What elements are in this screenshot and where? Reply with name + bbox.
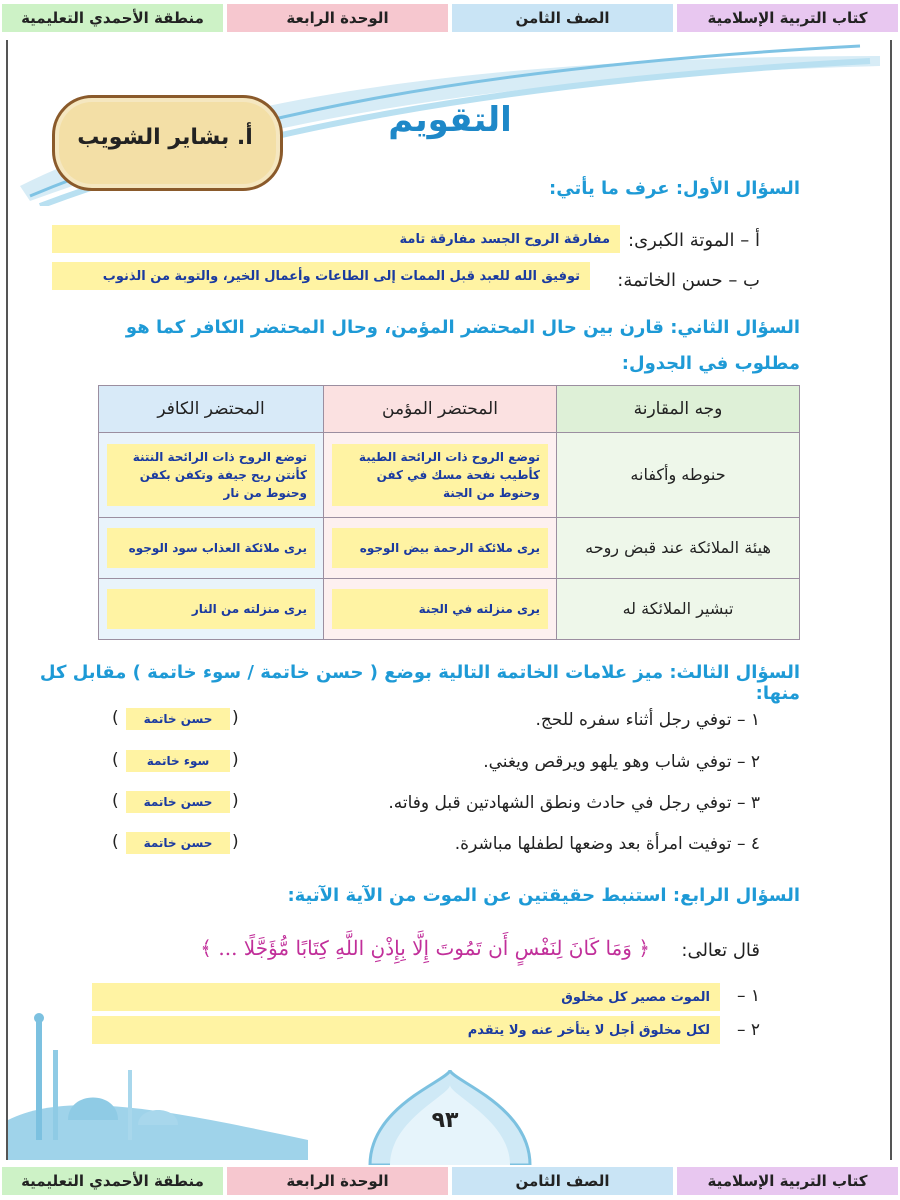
row-believer-answer: يرى منزلته في الجنة <box>332 589 548 629</box>
verse-prefix: قال تعالى: <box>681 940 760 961</box>
q3-item: ٢ – توفي شاب وهو يلهو ويرقص ويغني. <box>483 752 760 772</box>
q3-heading: السؤال الثالث: ميز علامات الخاتمة التالية بوضع ( حسن خاتمة / سوء خاتمة ) مقابل كل منها: <box>39 662 800 704</box>
header-bar <box>0 0 900 36</box>
row-disbeliever-answer: يرى ملائكة العذاب سود الوجوه <box>107 528 315 568</box>
q4-heading: السؤال الرابع: استنبط حقيقتين عن الموت من الآية الآتية: <box>287 885 800 906</box>
q1-label-b: ب – حسن الخاتمة: <box>617 270 760 291</box>
q3-item: ١ – توفي رجل أثناء سفره للحج. <box>535 710 760 730</box>
table-row <box>99 517 800 578</box>
q3-answer: حسن خاتمة <box>126 791 230 813</box>
table-row <box>99 578 800 639</box>
footer-grade: الصف الثامن <box>452 1167 673 1195</box>
page-title: التقويم <box>388 100 512 140</box>
paren-close: ) <box>112 791 119 811</box>
comparison-table <box>98 385 800 640</box>
q4-answer-number: ١ – <box>736 986 760 1006</box>
author-name: أ. بشاير الشويب <box>77 125 253 150</box>
paren-open: ( <box>232 832 239 852</box>
footer-region: منطقة الأحمدي التعليمية <box>2 1167 223 1195</box>
q3-answer: سوء خاتمة <box>126 750 230 772</box>
table-header-aspect: وجه المقارنة <box>557 386 800 433</box>
page-border-left <box>6 40 8 1160</box>
q3-item: ٣ – توفي رجل في حادث ونطق الشهادتين قبل وفاته. <box>388 793 760 813</box>
paren-open: ( <box>232 791 239 811</box>
row-disbeliever-answer: يرى منزلته من النار <box>107 589 315 629</box>
mosque-silhouette-icon <box>8 1000 308 1160</box>
header-grade: الصف الثامن <box>452 4 673 32</box>
paren-close: ) <box>112 832 119 852</box>
row-believer-answer: يرى ملائكة الرحمة بيض الوجوه <box>332 528 548 568</box>
q4-answer: لكل مخلوق أجل لا يتأخر عنه ولا يتقدم <box>92 1016 720 1044</box>
row-disbeliever-answer: توضع الروح ذات الرائحة النتنة كأنتن ريح جيفة وتكفن بكفن وحنوط من نار <box>107 444 315 506</box>
page-number: ٩٣ <box>431 1108 459 1133</box>
q3-item: ٤ – توفيت امرأة بعد وضعها لطفلها مباشرة. <box>454 834 760 854</box>
row-believer-answer: توضع الروح ذات الرائحة الطيبة كأطيب نفحة مسك في كفن وحنوط من الجنة <box>332 444 548 506</box>
footer-book: كتاب التربية الإسلامية <box>677 1167 898 1195</box>
paren-close: ) <box>112 708 119 728</box>
table-header-disbeliever: المحتضر الكافر <box>99 386 324 433</box>
q1-answer-a: مفارقة الروح الجسد مفارقة تامة <box>52 225 620 253</box>
header-region: منطقة الأحمدي التعليمية <box>2 4 223 32</box>
footer-unit: الوحدة الرابعة <box>227 1167 448 1195</box>
q3-answer: حسن خاتمة <box>126 832 230 854</box>
header-book: كتاب التربية الإسلامية <box>677 4 898 32</box>
q4-answer-number: ٢ – <box>736 1020 760 1040</box>
table-header-row <box>99 386 800 433</box>
row-aspect: هيئة الملائكة عند قبض روحه <box>557 517 800 578</box>
paren-open: ( <box>232 708 239 728</box>
footer-bar <box>0 1163 900 1199</box>
page-border-right <box>890 40 892 1160</box>
table-header-believer: المحتضر المؤمن <box>324 386 557 433</box>
quran-verse: ﴿ وَمَا كَانَ لِنَفْسٍ أَن تَمُوتَ إِلَّا بِإِذْنِ اللَّهِ كِتَابًا مُّؤَجَّلًا ... ﴾ <box>200 936 650 960</box>
row-aspect: حنوطه وأكفانه <box>557 433 800 518</box>
q1-answer-b: توفيق الله للعبد قبل الممات إلى الطاعات وأعمال الخير، والتوبة من الذنوب <box>52 262 590 290</box>
q1-heading: السؤال الأول: عرف ما يأتي: <box>549 178 800 199</box>
q2-heading: السؤال الثاني: قارن بين حال المحتضر المؤمن، وحال المحتضر الكافر كما هو مطلوب في الجدول: <box>125 317 800 374</box>
q3-answer: حسن خاتمة <box>126 708 230 730</box>
header-unit: الوحدة الرابعة <box>227 4 448 32</box>
table-row <box>99 433 800 518</box>
q1-label-a: أ – الموتة الكبرى: <box>628 230 760 251</box>
paren-open: ( <box>232 750 239 770</box>
row-aspect: تبشير الملائكة له <box>557 578 800 639</box>
paren-close: ) <box>112 750 119 770</box>
q4-answer: الموت مصير كل مخلوق <box>92 983 720 1011</box>
